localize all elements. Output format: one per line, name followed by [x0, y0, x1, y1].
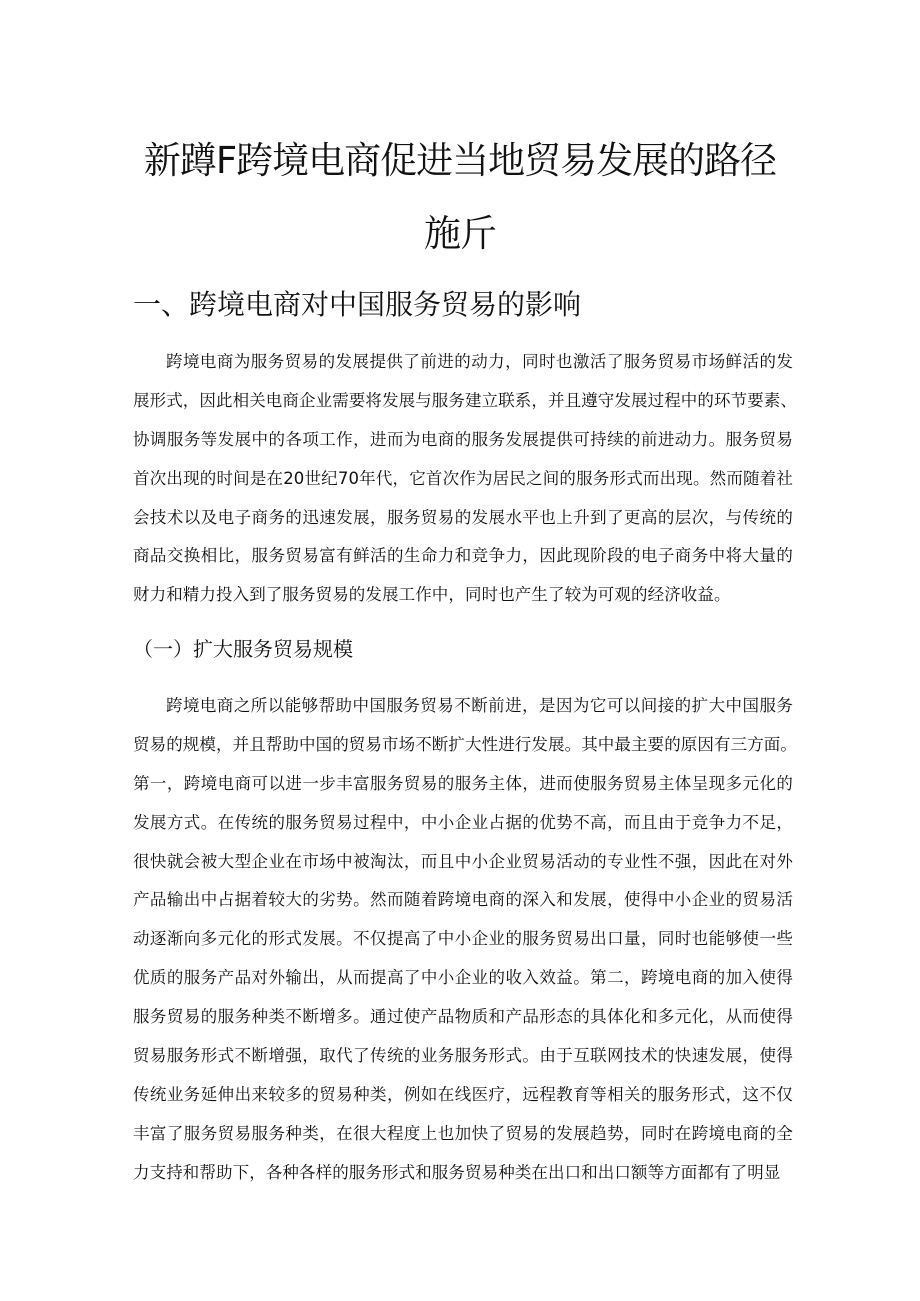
- paragraph-line: 会技术以及电子商务的迅速发展，服务贸易的发展水平也上升到了更高的层次，与传统的: [133, 507, 793, 527]
- paragraph-line: 产品输出中占据着较大的劣势。然而随着跨境电商的深入和发展，使得中小企业的贸易活: [133, 890, 793, 910]
- paragraph-line: 传统业务延伸出来较多的贸易种类，例如在线医疗，远程教育等相关的服务形式，这不仅: [133, 1084, 793, 1104]
- paragraph-line: 服务贸易的服务种类不断增多。通过使产品物质和产品形态的具体化和多元化，从而使得: [133, 1007, 793, 1027]
- paragraph-1: [133, 343, 797, 615]
- paragraph-line: 展形式，因此相关电商企业需要将发展与服务建立联系，并且遵守发展过程中的环节要素、: [133, 390, 797, 410]
- paragraph-2: [133, 687, 797, 1193]
- paragraph-line: 贸易的规模，并且帮助中国的贸易市场不断扩大性进行发展。其中最主要的原因有三方面。: [133, 734, 797, 754]
- paragraph-line: 发展方式。在传统的服务贸易过程中，中小企业占据的优势不高，而且由于竞争力不足，: [133, 812, 793, 832]
- section-heading: 一、跨境电商对中国服务贸易的影响: [133, 288, 582, 321]
- paragraph-line: 商品交换相比，服务贸易富有鲜活的生命力和竞争力，因此现阶段的电子商务中将大量的: [133, 546, 793, 566]
- paragraph-line: 第一，跨境电商可以进一步丰富服务贸易的服务主体，进而使服务贸易主体呈现多元化的: [133, 773, 793, 793]
- paragraph-line: 财力和精力投入到了服务贸易的发展工作中，同时也产生了较为可观的经济收益。: [133, 585, 731, 605]
- paragraph-line: 协调服务等发展中的各项工作，进而为电商的服务发展提供可持续的前进动力。服务贸易: [133, 429, 793, 449]
- paragraph-line: 动逐渐向多元化的形式发展。不仅提高了中小企业的服务贸易出口量，同时也能够使一些: [133, 929, 793, 949]
- paragraph-line: 力支持和帮助下，各种各样的服务形式和服务贸易种类在出口和出口额等方面都有了明显: [133, 1162, 781, 1182]
- sub-heading: （一）扩大服务贸易规模: [133, 637, 353, 661]
- document-title-line-2: 施斤: [424, 212, 496, 255]
- paragraph-line: 丰富了服务贸易服务种类，在很大程度上也加快了贸易的发展趋势，同时在跨境电商的全: [133, 1123, 793, 1143]
- paragraph-line: 跨境电商为服务贸易的发展提供了前进的动力，同时也激活了服务贸易市场鲜活的发: [166, 352, 793, 371]
- paragraph-line: 优质的服务产品对外输出，从而提高了中小企业的收入效益。第二，跨境电商的加入使得: [133, 968, 793, 988]
- document-title-line-1: 新蹲F跨境电商促进当地贸易发展的路径: [143, 139, 777, 182]
- paragraph-line: 很快就会被大型企业在市场中被淘汰，而且中小企业贸易活动的专业性不强，因此在对外: [133, 851, 793, 871]
- paragraph-line: 跨境电商之所以能够帮助中国服务贸易不断前进，是因为它可以间接的扩大中国服务: [166, 696, 793, 715]
- paragraph-line: 贸易服务形式不断增强，取代了传统的业务服务形式。由于互联网技术的快速发展，使得: [133, 1046, 793, 1066]
- paragraph-line: 首次出现的时间是在20世纪70年代，它首次作为居民之间的服务形式而出现。然而随着社: [133, 468, 793, 488]
